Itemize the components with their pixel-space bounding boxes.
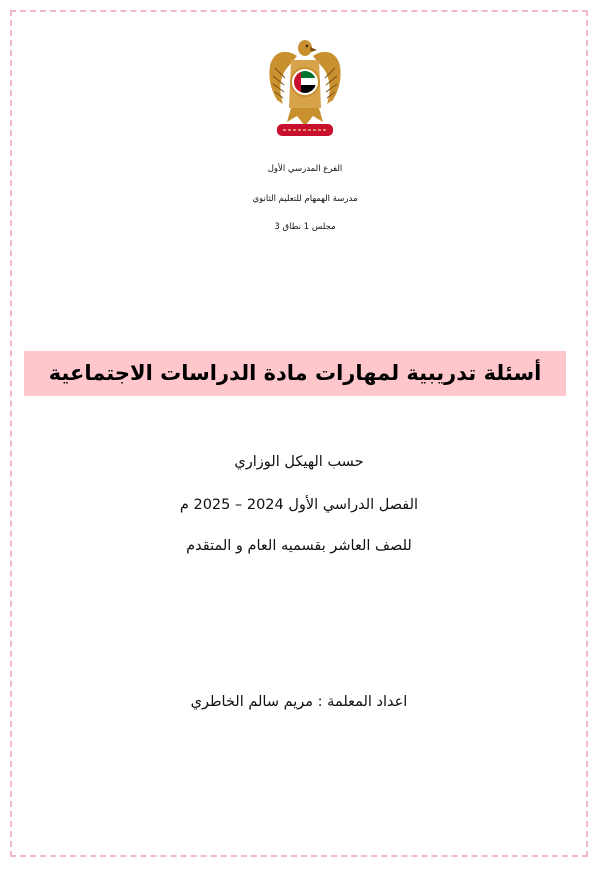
grade-line: للصف العاشر بقسميه العام و المتقدم	[186, 538, 412, 554]
author-name: مريم سالم الخاطري	[190, 694, 314, 710]
author-label: اعداد المعلمة :	[317, 694, 408, 710]
document-title: أسئلة تدريبية لمهارات مادة الدراسات الاجتماعية	[24, 351, 566, 396]
council-zone: مجلس 1 نطاق 3	[274, 222, 336, 232]
semester-line: الفصل الدراسي الأول 2024 – 2025 م	[179, 497, 419, 513]
author-line	[0, 692, 598, 712]
school-branch: الفرع المدرسي الأول	[267, 164, 343, 174]
uae-emblem-icon	[267, 38, 343, 140]
school-name: مدرسة الهمهام للتعليم الثانوي	[252, 194, 358, 204]
ministry-structure-note: حسب الهيكل الوزاري	[234, 454, 364, 470]
